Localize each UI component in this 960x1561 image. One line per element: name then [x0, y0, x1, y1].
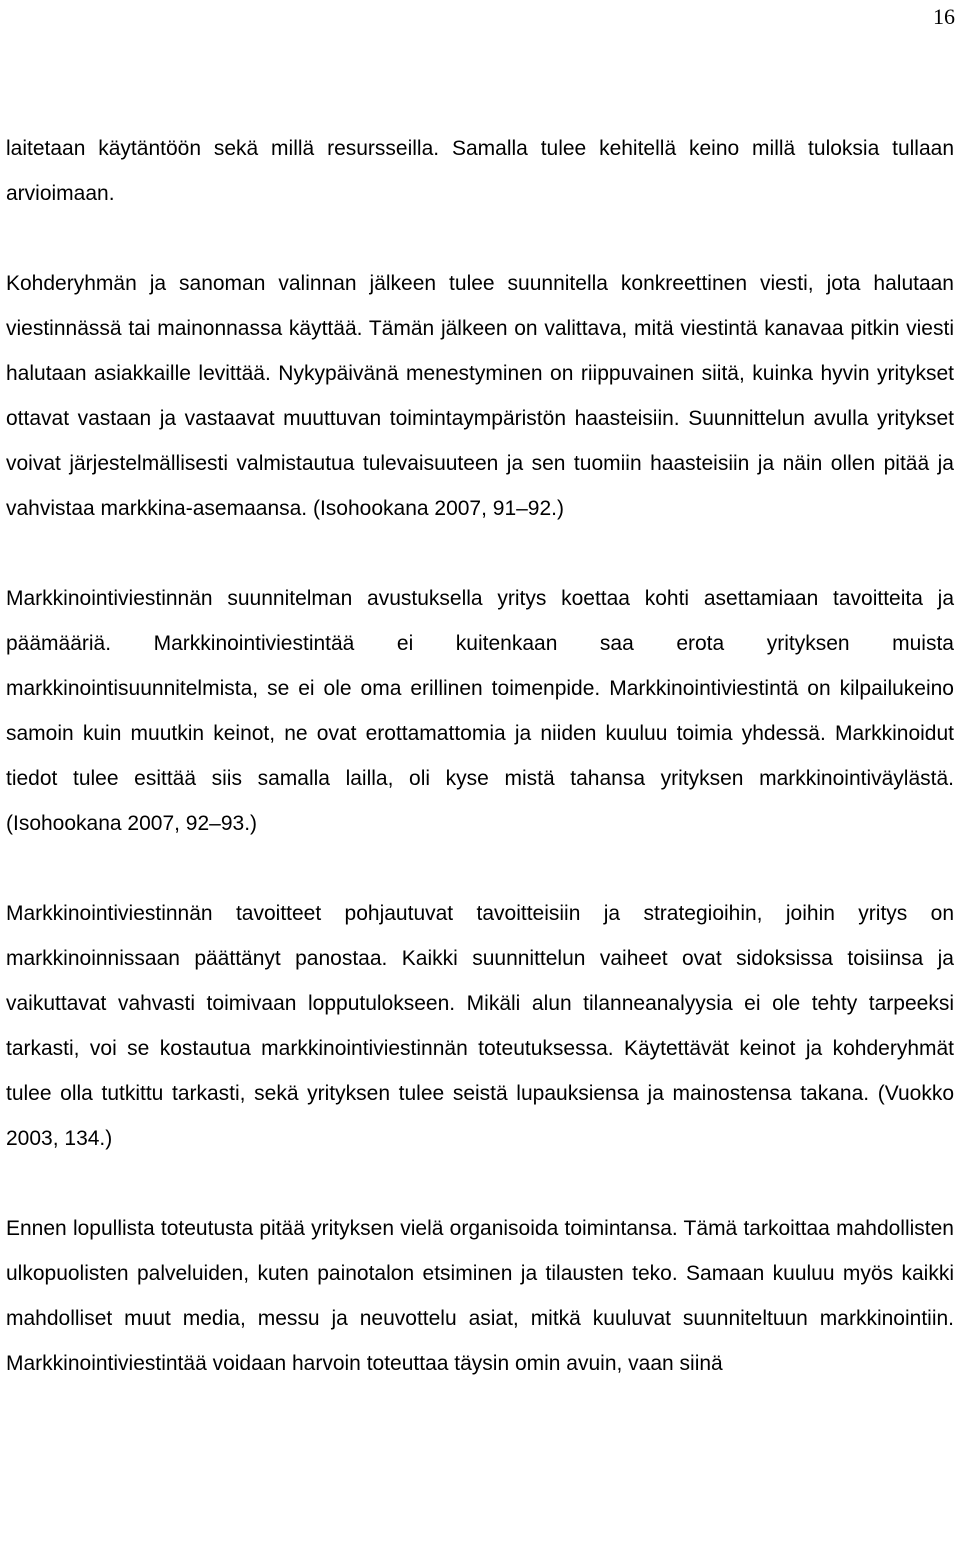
paragraph-3: Markkinointiviestinnän suunnitelman avustuksella yritys koettaa kohti asettamiaan tavoitteita ja päämääriä. Markkinointiviestintää ei kuitenkaan saa erota yrityksen muista markkinointisuunnitelmista, se ei ole oma erillinen toimenpide. Markkinointiviestintä on kilpailukeino samoin kuin muutkin keinot, ne ovat erottamattomia ja niiden kuuluu toimia yhdessä. Markkinoidut tiedot tulee esittää siis samalla lailla, oli kyse mistä tahansa yrityksen markkinointiväylästä. (Isohookana 2007, 92–93.) [6, 587, 954, 835]
document-body [6, 126, 954, 1386]
paragraph-1: laitetaan käytäntöön sekä millä resursseilla. Samalla tulee kehitellä keino millä tuloksia tullaan arvioimaan. [6, 137, 954, 205]
paragraph-2: Kohderyhmän ja sanoman valinnan jälkeen tulee suunnitella konkreettinen viesti, jota halutaan viestinnässä tai mainonnassa käyttää. Tämän jälkeen on valittava, mitä viestintä kanavaa pitkin viesti halutaan asiakkaille levittää. Nykypäivänä menestyminen on riippuvainen siitä, kuinka hyvin yritykset ottavat vastaan ja vastaavat muuttuvan toimintaympäristön haasteisiin. Suunnittelun avulla yritykset voivat järjestelmällisesti valmistautua tulevaisuuteen ja sen tuomiin haasteisiin ja näin ollen pitää ja vahvistaa markkina-asemaansa. (Isohookana 2007, 91–92.) [6, 272, 954, 520]
page-number: 16 [933, 4, 955, 29]
paragraph-4: Markkinointiviestinnän tavoitteet pohjautuvat tavoitteisiin ja strategioihin, joihin yritys on markkinoinnissaan päättänyt panostaa. Kaikki suunnittelun vaiheet ovat sidoksissa toisiinsa ja vaikuttavat vahvasti toimivaan lopputulokseen. Mikäli alun tilanneanalyysia ei ole tehty tarpeeksi tarkasti, voi se kostautua markkinointiviestinnän toteutuksessa. Käytettävät keinot ja kohderyhmät tulee olla tutkittu tarkasti, sekä yrityksen tulee seistä lupauksiensa ja mainostensa takana. (Vuokko 2003, 134.) [6, 902, 954, 1150]
paragraph-5: Ennen lopullista toteutusta pitää yrityksen vielä organisoida toimintansa. Tämä tarkoittaa mahdollisten ulkopuolisten palveluiden, kuten painotalon etsiminen ja tilausten teko. Samaan kuuluu myös kaikki mahdolliset muut media, messu ja neuvottelu asiat, mitkä kuuluvat suunniteltuun markkinointiin. Markkinointiviestintää voidaan harvoin toteuttaa täysin omin avuin, vaan siinä [6, 1217, 954, 1375]
